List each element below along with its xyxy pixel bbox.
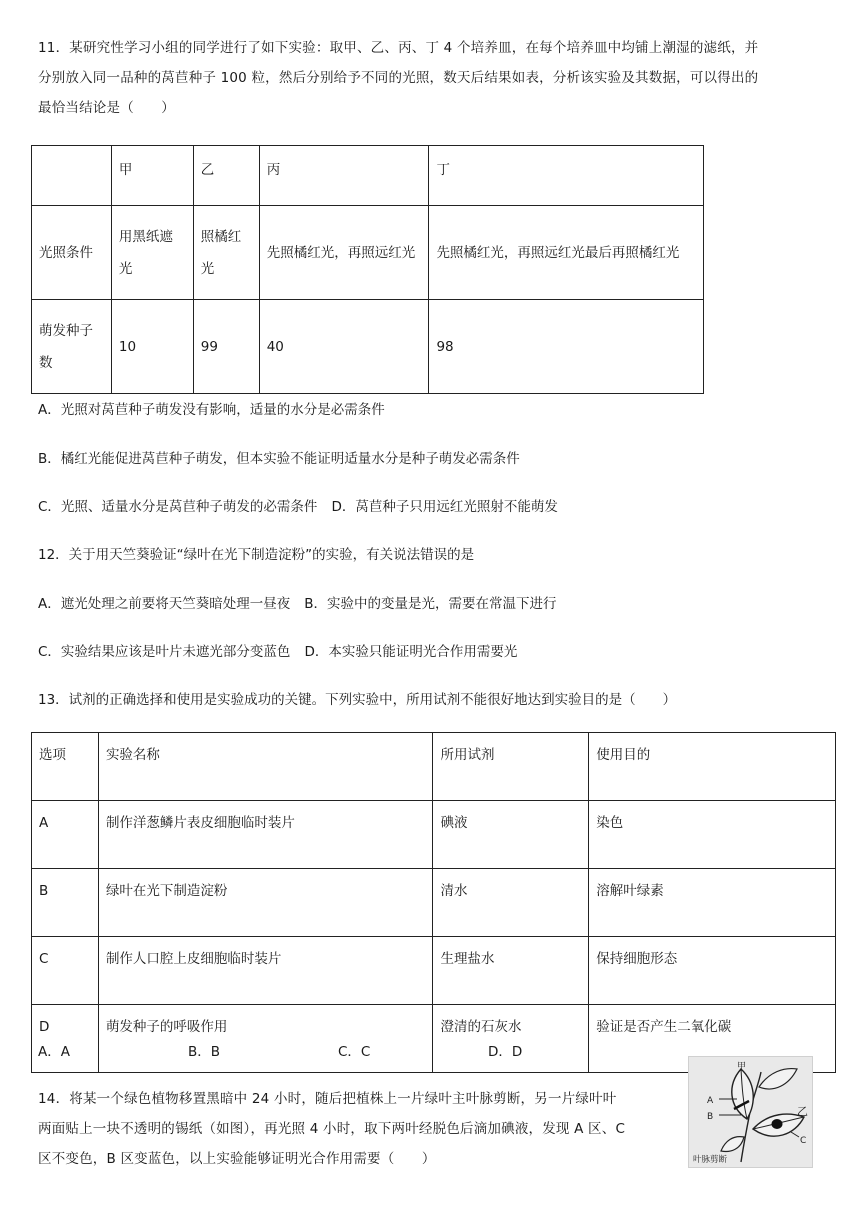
q13-option-d: D．D xyxy=(488,1044,523,1060)
q13-cell: A xyxy=(32,801,99,869)
figure-caption: 叶脉剪断 xyxy=(693,1155,728,1165)
table-row xyxy=(32,937,836,1005)
q11-stem-line1: 11．某研究性学习小组的同学进行了如下实验：取甲、乙、丙、丁 4 个培养皿，在每个培养皿中均铺上潮湿的滤纸，并 xyxy=(38,40,759,56)
q13-cell: 碘液 xyxy=(433,801,589,869)
q11-option-d: D．莴苣种子只用远红光照射不能萌发 xyxy=(331,499,558,515)
figure-label-b: B xyxy=(707,1112,714,1122)
q13-header-cell: 所用试剂 xyxy=(433,733,589,801)
q14-stem-line3: 区不变色，B 区变蓝色，以上实验能够证明光合作用需要（ ） xyxy=(38,1151,436,1167)
q11-cell: 99 xyxy=(193,300,259,394)
q13-cell: 验证是否产生二氧化碳 xyxy=(589,1005,836,1073)
q13-cell: 生理盐水 xyxy=(433,937,589,1005)
q13-cell: 绿叶在光下制造淀粉 xyxy=(98,869,433,937)
q13-cell: D xyxy=(32,1005,99,1073)
q13-cell: 溶解叶绿素 xyxy=(589,869,836,937)
leaf-figure xyxy=(688,1056,813,1168)
q13-cell: 保持细胞形态 xyxy=(589,937,836,1005)
q13-cell: 染色 xyxy=(589,801,836,869)
q12-option-cd xyxy=(38,640,517,664)
q11-option-cd xyxy=(38,495,558,519)
q11-table-row-condition xyxy=(32,206,704,300)
q14-stem-line1: 14．将某一个绿色植物移置黑暗中 24 小时，随后把植株上一片绿叶主叶脉剪断，另一片绿叶叶 xyxy=(38,1091,617,1107)
q11-row-label: 萌发种子数 xyxy=(32,300,112,394)
figure-label-yi: 乙 xyxy=(797,1105,808,1118)
q13-header-cell: 选项 xyxy=(32,733,99,801)
q11-row-label: 光照条件 xyxy=(32,206,112,300)
q13-option-b: B．B xyxy=(188,1044,221,1060)
q11-option-c: C．光照、适量水分是莴苣种子萌发的必需条件 xyxy=(38,499,318,515)
figure-label-c: C xyxy=(800,1136,807,1146)
q11-header-cell: 甲 xyxy=(111,146,193,206)
q11-cell: 40 xyxy=(259,300,429,394)
q12-stem: 12．关于用天竺葵验证“绿叶在光下制造淀粉”的实验，有关说法错误的是 xyxy=(38,547,475,563)
q11-cell: 照橘红光 xyxy=(193,206,259,300)
q13-cell: B xyxy=(32,869,99,937)
figure-label-a: A xyxy=(707,1096,714,1106)
leaf-figure-drawing xyxy=(689,1057,812,1167)
q11-cell: 先照橘红光，再照远红光 xyxy=(259,206,429,300)
q12-option-c: C．实验结果应该是叶片未遮光部分变蓝色 xyxy=(38,644,291,660)
q13-cell: 制作洋葱鳞片表皮细胞临时装片 xyxy=(98,801,433,869)
q13-cell: C xyxy=(32,937,99,1005)
q13-option-c: C．C xyxy=(338,1044,371,1060)
q12-option-d: D．本实验只能证明光合作用需要光 xyxy=(304,644,518,660)
table-row xyxy=(32,869,836,937)
q13-header-cell: 使用目的 xyxy=(589,733,836,801)
q11-header-cell: 丙 xyxy=(259,146,429,206)
q11-stem-line3: 最恰当结论是（ ） xyxy=(38,100,175,116)
q14-stem-line2: 两面贴上一块不透明的锡纸（如图），再光照 4 小时，取下两叶经脱色后滴加碘液，发现 A 区、C xyxy=(38,1121,626,1137)
q11-cell: 用黑纸遮光 xyxy=(111,206,193,300)
q13-option-a: A．A xyxy=(38,1044,70,1060)
q11-cell: 先照橘红光，再照远红光最后再照橘红光 xyxy=(429,206,704,300)
question-11 xyxy=(38,33,830,123)
q11-table xyxy=(31,145,704,394)
q13-header-cell: 实验名称 xyxy=(98,733,433,801)
q11-option-a: A．光照对莴苣种子萌发没有影响，适量的水分是必需条件 xyxy=(38,402,385,418)
q13-table-header-row xyxy=(32,733,836,801)
q13-cell: 澄清的石灰水 xyxy=(433,1005,589,1073)
q11-table-row-seeds xyxy=(32,300,704,394)
question-14 xyxy=(38,1084,678,1174)
q11-header-cell: 乙 xyxy=(193,146,259,206)
q11-header-cell: 丁 xyxy=(429,146,704,206)
q13-cell: 制作人口腔上皮细胞临时装片 xyxy=(98,937,433,1005)
q11-cell: 10 xyxy=(111,300,193,394)
figure-label-jia: 甲 xyxy=(737,1062,747,1072)
q13-stem: 13．试剂的正确选择和使用是实验成功的关键。下列实验中，所用试剂不能很好地达到实验目的是（ ） xyxy=(38,692,677,708)
q11-cell: 98 xyxy=(429,300,704,394)
q11-table-header-row xyxy=(32,146,704,206)
q13-table xyxy=(31,732,836,1073)
q13-options xyxy=(38,1040,638,1060)
q11-header-cell xyxy=(32,146,112,206)
q12-option-b: B．实验中的变量是光，需要在常温下进行 xyxy=(304,596,557,612)
q12-option-ab xyxy=(38,592,557,616)
q13-cell: 清水 xyxy=(433,869,589,937)
table-row xyxy=(32,801,836,869)
q11-option-b: B．橘红光能促进莴苣种子萌发，但本实验不能证明适量水分是种子萌发必需条件 xyxy=(38,451,520,467)
q13-cell: 萌发种子的呼吸作用 xyxy=(98,1005,433,1073)
q12-option-a: A．遮光处理之前要将天竺葵暗处理一昼夜 xyxy=(38,596,291,612)
q11-stem-line2: 分别放入同一品种的莴苣种子 100 粒，然后分别给予不同的光照，数天后结果如表，分析该实验及其数据，可以得出的 xyxy=(38,70,759,86)
